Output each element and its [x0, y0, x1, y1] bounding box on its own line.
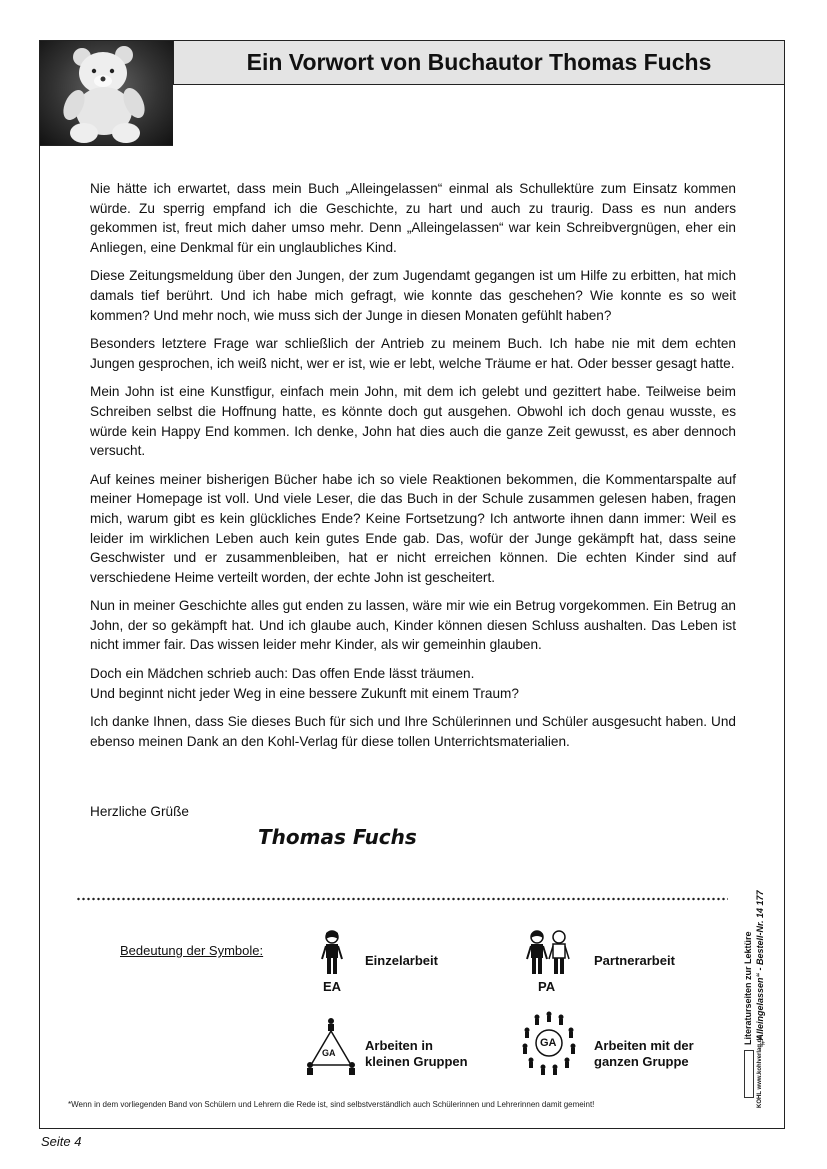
order-info: [742, 845, 782, 1045]
paragraph: Nun in meiner Geschichte alles gut enden zu lassen, wäre mir wie ein Betrug vorgekommen. Ein Betrug an John, der so gekämpft hat. Und ich glaube auch, Kinder können diesen Schluss aushalten. Das Leben ist nicht immer fair. Das wissen leider mehr Kinder, als wir gemeinhin glauben.: [90, 598, 736, 653]
teddy-bear-icon: [40, 41, 173, 145]
kohl-logo: [744, 1050, 754, 1098]
ga-all-label-2: ganzen Gruppe: [594, 1054, 689, 1069]
ga-small-label-1: Arbeiten in: [365, 1038, 433, 1053]
page-number: Seite 4: [41, 1134, 82, 1149]
paragraph: Mein John ist eine Kunstfigur, einfach mein John, mit dem ich gelebt und gezittert habe. Teilweise beim Schreiben selbst die Hoffnung hatte, es könnte doch gut ausgehen. Obwohl ich doch genau wusste, es würde kein Happy End kommen. Ich denke, John hat dies auch die ganze Zeit gewusst, es aber dennoch versucht.: [90, 384, 736, 459]
ga-small-label-2: kleinen Gruppen: [365, 1054, 468, 1069]
pa-label: Partnerarbeit: [594, 953, 675, 968]
paragraph: Besonders letztere Frage war schließlich der Antrieb zu meinem Buch. Ich habe nie mit dem echten Jungen gesprochen, ich weiß nicht, wer er ist, wie er lebt, welche Träume er hat. Oder besser gesagt hatte.: [90, 336, 736, 371]
paragraph: Nie hätte ich erwartet, dass mein Buch „Alleingelassen“ einmal als Schullektüre zum Einsatz kommen würde. Zu sperrig empfand ich die Geschichte, zu hart und auch zu traurig. Dass es nun anders gekommen ist, freut mich daher umso mehr. Denn „Alleingelassen“ war kein Schreibvergnügen, eher ein Anliegen, eine Denkmal für ein unglaubliches Kind.: [90, 181, 736, 255]
title-bar: [173, 41, 784, 85]
two-persons-icon: [526, 929, 570, 977]
publisher-block: [757, 1035, 763, 1108]
publisher-name: KOHL: [757, 1091, 763, 1108]
paragraph: Diese Zeitungsmeldung über den Jungen, der zum Jugendamt gegangen ist um Hilfe zu erbitten, hat mich damals tief berührt. Und ich habe mich gefragt, wie konnte das geschehen? Wie konnte es so weit kommen? Und mehr noch, wie muss sich der Junge in diesen Monaten gefühlt haben?: [90, 268, 736, 323]
small-group-icon: [305, 1017, 357, 1075]
order-number: „Alleingelassen“ - Bestell-Nr. 14 177: [755, 890, 765, 1045]
ea-label: Einzelarbeit: [365, 953, 438, 968]
ga-all-code: GA: [540, 1037, 557, 1049]
closing-line: Doch ein Mädchen schrieb auch: Das offen Ende lässt träumen.: [90, 666, 475, 682]
legend-label: Bedeutung der Symbole:: [120, 943, 264, 958]
pa-code: PA: [538, 979, 556, 994]
paragraph: Auf keines meiner bisherigen Bücher habe ich so viele Reaktionen bekommen, die Kommentarspalte auf meiner Homepage ist voll. Und viele Leser, die das Buch in der Schule zusammen gelesen haben, fragen mich, warum gibt es kein glückliches Ende? Keine Fortsetzung? Ich antworte ihnen dann immer: Weil es leider im wirklichen Leben auch kein gutes Ende gab. Das, wofür der Junge gekämpft hat, dass seine Geschwister und er zusammenbleiben, hat er nicht erreichen können. Die echten Kinder sind auf verschiedene Heime verteilt worden, der echte John ist gescheitert.: [90, 471, 736, 585]
teddy-bear-photo: [40, 41, 173, 145]
footnote: *Wenn in dem vorliegenden Band von Schülern und Lehrern die Rede ist, sind selbstverständlich auch Schülerinnen und Lehrerinnen damit gemeint!: [68, 1100, 595, 1109]
dotted-divider: [76, 897, 728, 901]
publisher-url: www.kohlverlag.de: [757, 1035, 763, 1090]
thanks-paragraph: Ich danke Ihnen, dass Sie dieses Buch für sich und Ihre Schülerinnen und Schüler ausgesucht haben. Und ebenso meinen Dank an den Kohl-Verlag für diese tollen Unterrichtsmaterialien.: [90, 714, 736, 749]
closing-line: Und beginnt nicht jeder Weg in eine bessere Zukunft mit einem Traum?: [90, 685, 519, 701]
preface-text: [90, 179, 736, 760]
ga-small-code: GA: [322, 1048, 336, 1058]
series-title: Literaturseiten zur Lektüre: [743, 931, 753, 1045]
greeting: Herzliche Grüße: [90, 804, 189, 819]
signature: Thomas Fuchs: [258, 825, 417, 849]
photo-divider: [40, 145, 173, 146]
page-title: Ein Vorwort von Buchautor Thomas Fuchs: [246, 49, 712, 75]
ga-all-label-1: Arbeiten mit der: [594, 1038, 694, 1053]
ea-code: EA: [323, 979, 342, 994]
single-person-icon: [320, 929, 344, 977]
